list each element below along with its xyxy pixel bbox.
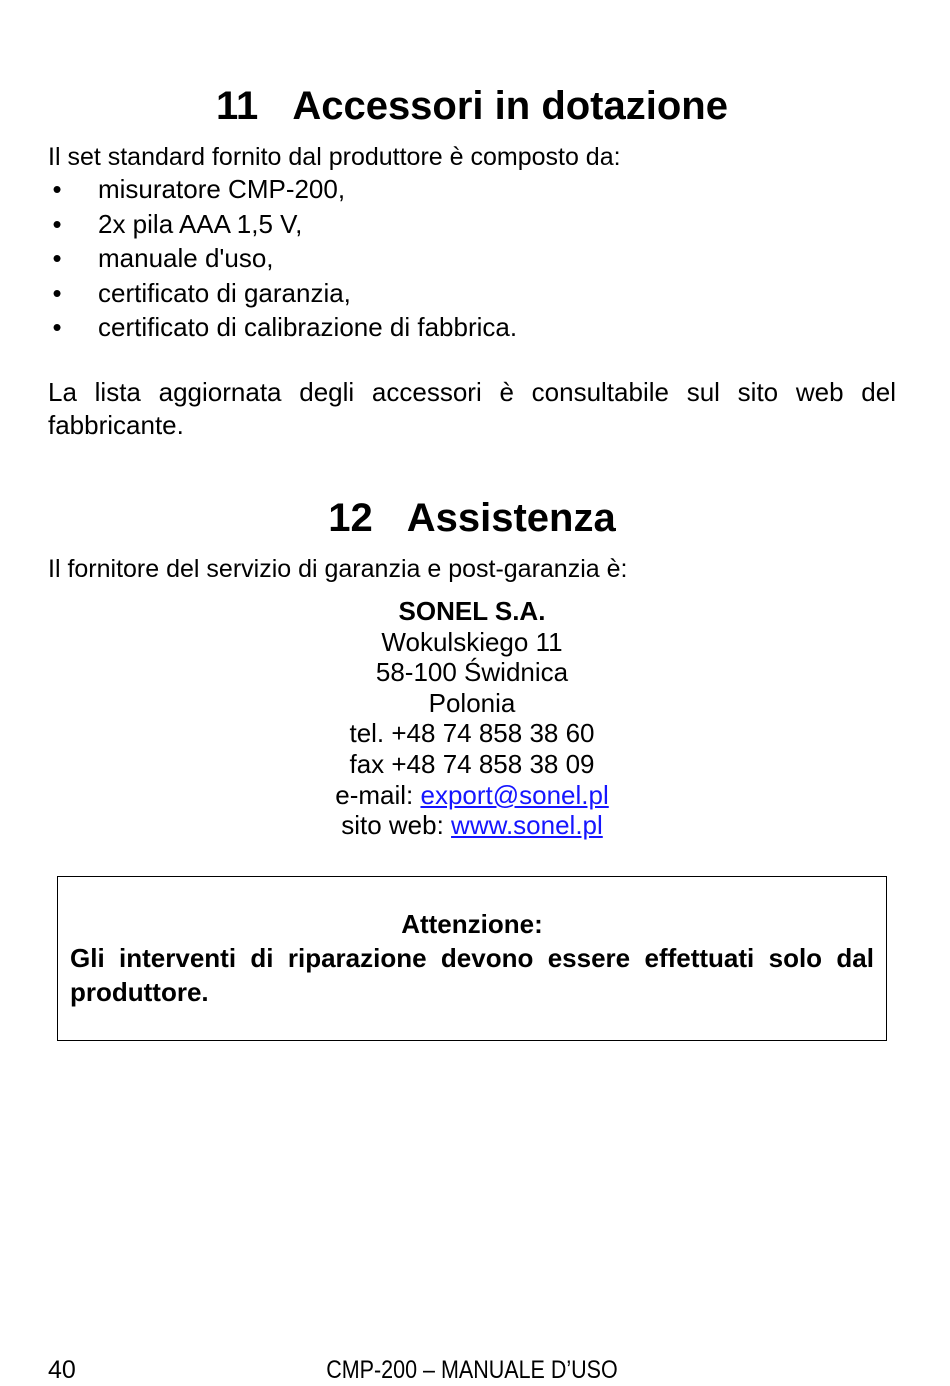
- warning-text: Gli interventi di riparazione devono essere effettuati solo dal produttore.: [70, 943, 874, 1007]
- list-item: • misuratore CMP-200,: [48, 172, 896, 207]
- list-item: • certificato di calibrazione di fabbrica.: [48, 310, 896, 345]
- footer-doc-title: CMP-200 – MANUALE D’USO: [326, 1356, 618, 1384]
- address-country: Polonia: [428, 687, 516, 718]
- section-12-heading: [48, 494, 896, 542]
- address-street: Wokulskiego 11: [381, 626, 563, 657]
- section-12-intro: Il fornitore del servizio di garanzia e post-garanzia è:: [48, 555, 628, 583]
- website-link[interactable]: www.sonel.pl: [451, 810, 603, 841]
- list-item: • manuale d'uso,: [48, 241, 896, 276]
- list-item: • 2x pila AAA 1,5 V,: [48, 207, 896, 242]
- website-label: sito web:: [341, 810, 452, 841]
- accessories-list: [48, 172, 896, 345]
- section-12-number: 12: [328, 496, 373, 540]
- accessories-note: La lista aggiornata degli accessori è consultabile sul sito web del fabbricante.: [48, 377, 896, 440]
- phone-number: tel. +48 74 858 38 60: [349, 718, 595, 749]
- list-item: • certificato di garanzia,: [48, 276, 896, 311]
- email-line: [48, 780, 896, 811]
- section-11-heading: [48, 82, 896, 130]
- email-label: e-mail:: [335, 779, 421, 810]
- bullet-icon: •: [52, 312, 62, 342]
- fax-number: fax +48 74 858 38 09: [349, 748, 595, 779]
- bullet-icon: •: [52, 208, 62, 239]
- website-line: [48, 810, 896, 841]
- section-12-title: Assistenza: [406, 496, 616, 540]
- service-address: [48, 596, 896, 841]
- warning-box: [57, 876, 887, 1041]
- bullet-icon: •: [52, 174, 62, 204]
- warning-title: Attenzione:: [401, 909, 543, 939]
- section-11-number: 11: [216, 84, 259, 128]
- bullet-icon: •: [52, 243, 62, 273]
- company-name: SONEL S.A.: [398, 596, 546, 626]
- section-11-intro: Il set standard fornito dal produttore è composto da:: [48, 143, 621, 171]
- section-11-title: Accessori in dotazione: [292, 84, 728, 128]
- address-city: 58-100 Świdnica: [375, 657, 569, 688]
- page-number: 40: [48, 1356, 76, 1384]
- bullet-icon: •: [52, 277, 62, 308]
- email-link[interactable]: export@sonel.pl: [420, 779, 609, 810]
